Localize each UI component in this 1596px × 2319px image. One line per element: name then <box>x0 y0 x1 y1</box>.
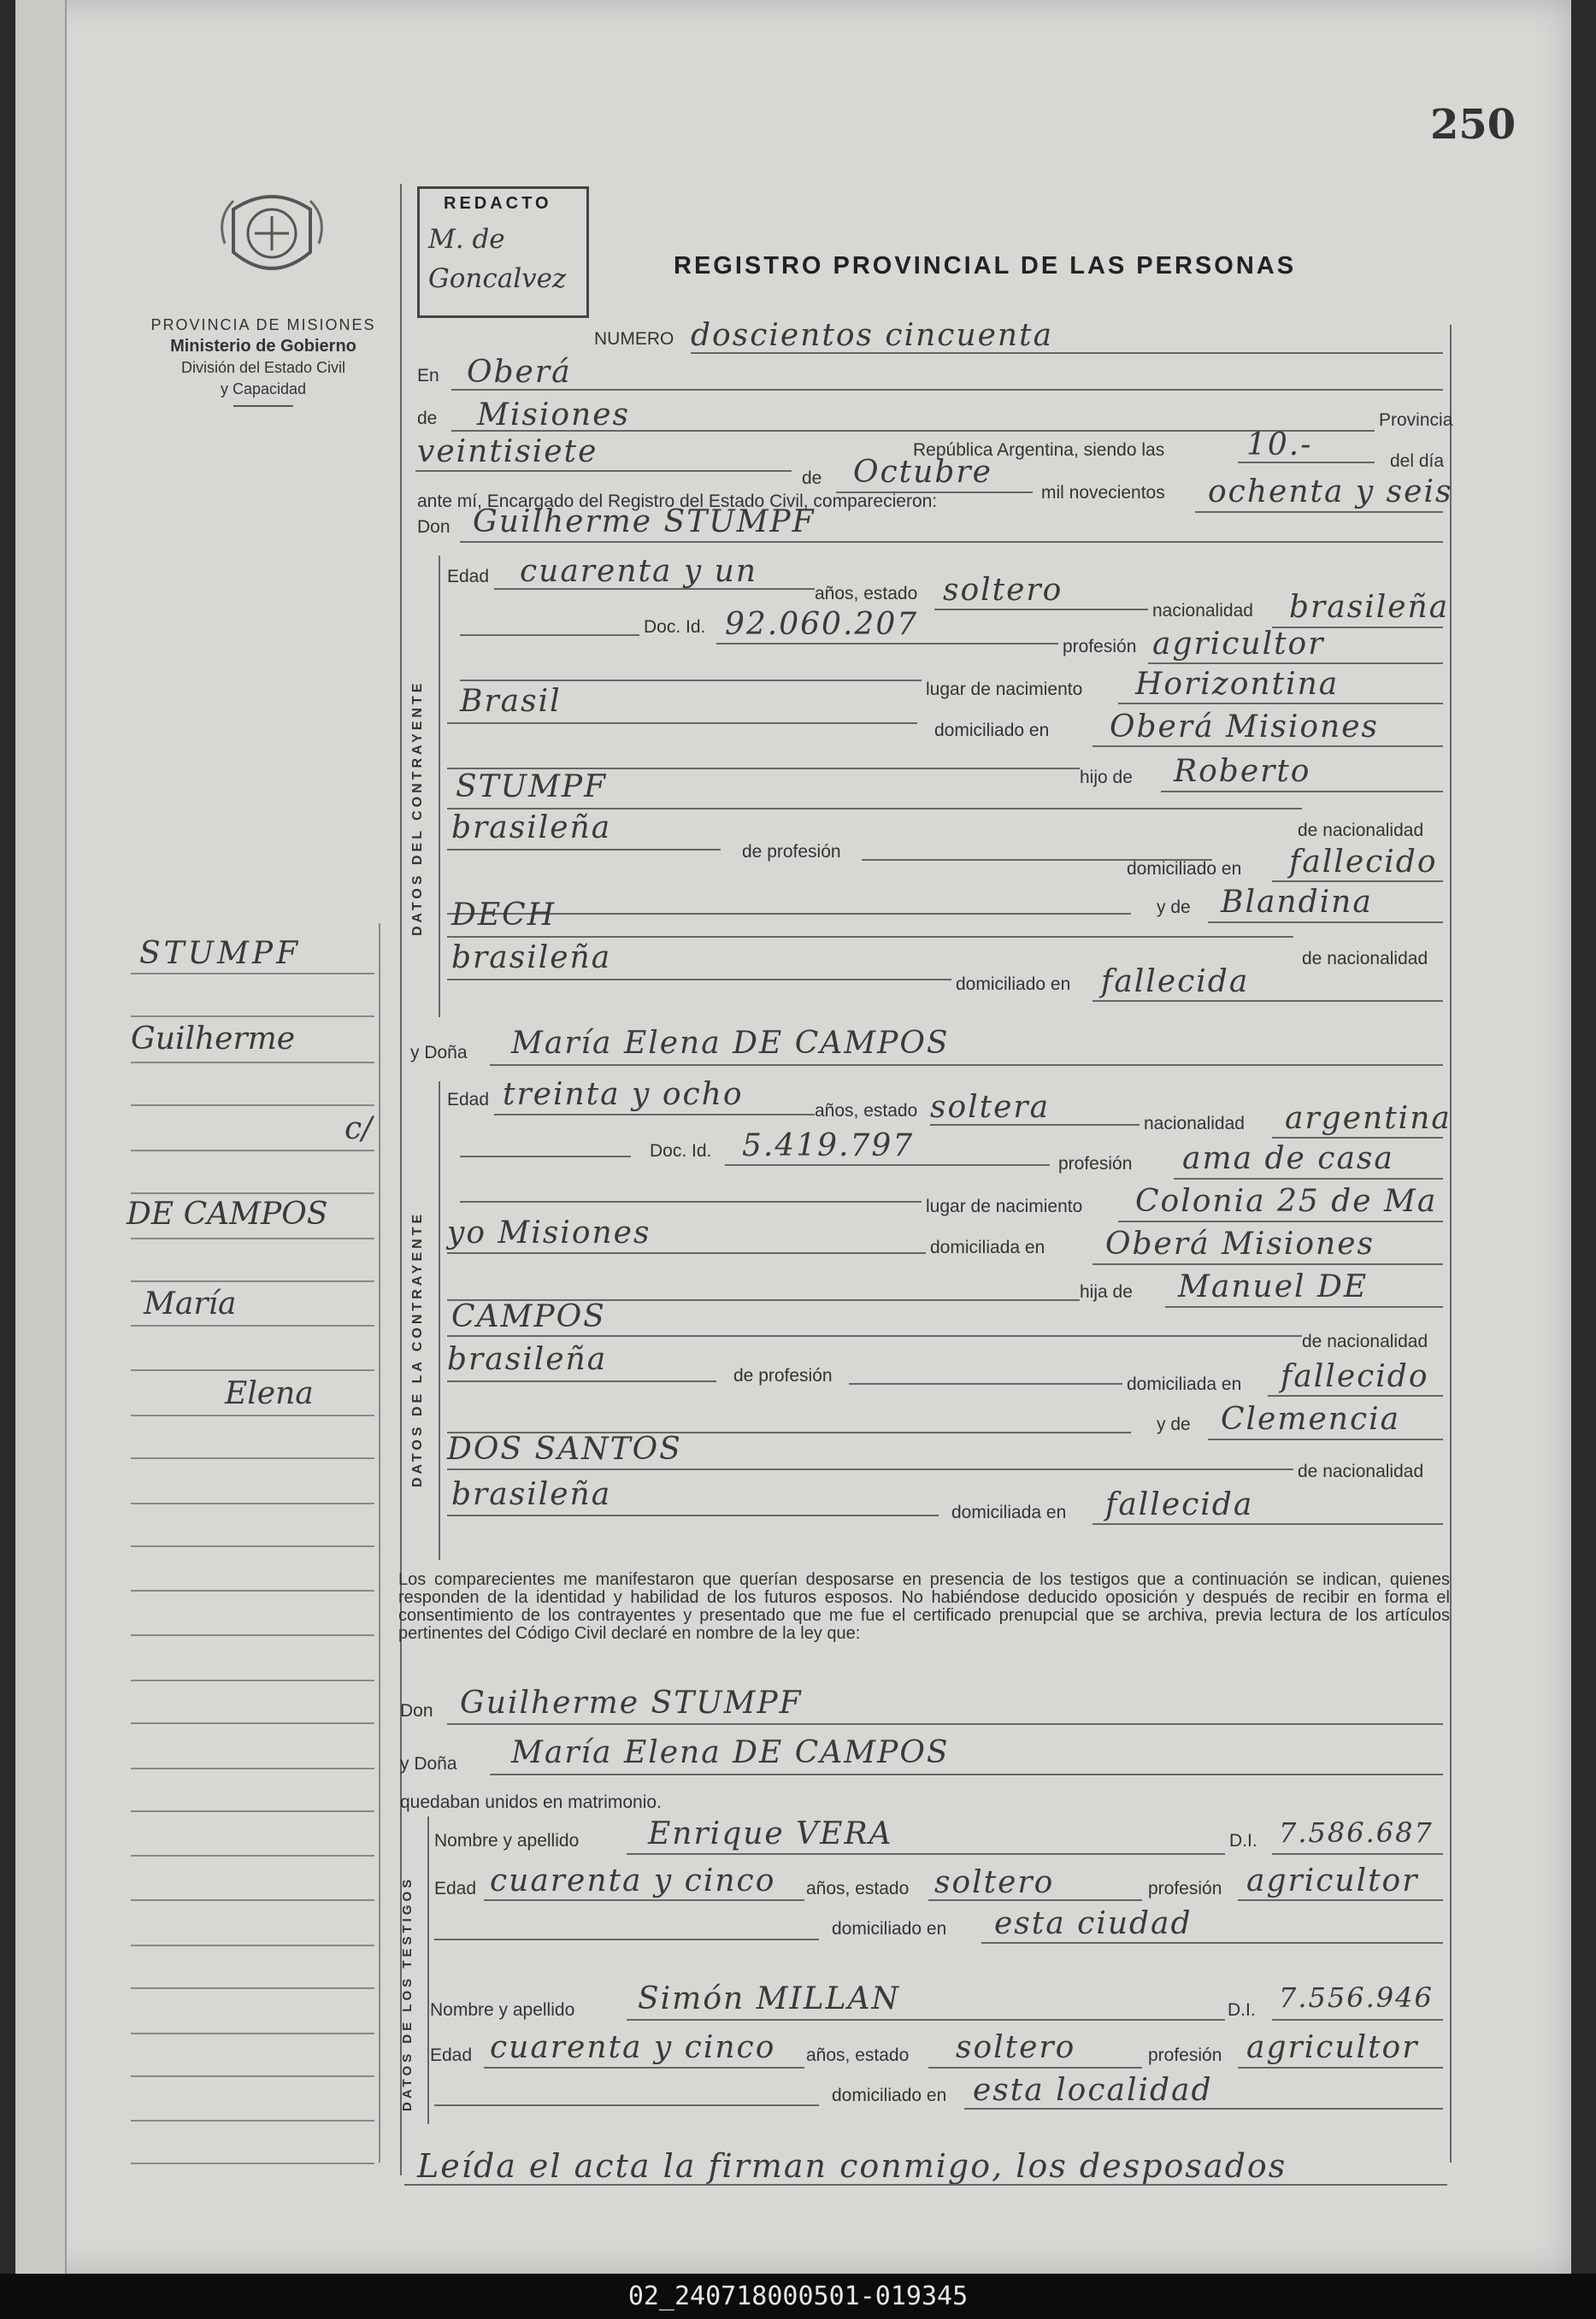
numero-value: doscientos cincuenta <box>691 318 1054 353</box>
ministry-name: Ministerio de Gobierno <box>170 337 356 356</box>
hija-de-label: hija de <box>1080 1282 1133 1302</box>
madre-f2-value: DOS SANTOS <box>447 1432 682 1467</box>
doc-id-label: Doc. Id. <box>644 617 706 637</box>
madre-f-nac-value: brasileña <box>451 1477 612 1512</box>
margin-surname: STUMPF <box>139 936 302 971</box>
t2-nombre-label: Nombre y apellido <box>430 2000 575 2020</box>
t1-dom-label: domiciliado en <box>832 1919 947 1939</box>
en-label: En <box>417 366 439 386</box>
side-label-contrayente: DATOS DEL CONTRAYENTE <box>410 680 425 936</box>
decl-don-value: Guilherme STUMPF <box>460 1686 803 1721</box>
de-label: de <box>417 409 438 428</box>
dia-value: veintisiete <box>417 434 598 469</box>
dom-f-value: Oberá Misiones <box>1105 1227 1375 1262</box>
madre2-value: DECH <box>451 898 557 933</box>
doc-f-value: 5.419.797 <box>742 1128 915 1163</box>
division-name: División del Estado Civil <box>180 359 346 376</box>
padre-f-value: Manuel DE <box>1178 1269 1369 1304</box>
de-profesion-f-label: de profesión <box>733 1366 833 1386</box>
margin-given: Guilherme <box>131 1021 296 1056</box>
domicilio-value: Oberá Misiones <box>1110 709 1379 745</box>
dom-en-label-1: domiciliado en <box>1127 859 1242 879</box>
nacionalidad-label: nacionalidad <box>1152 601 1253 621</box>
margin-name2: Elena <box>225 1376 314 1411</box>
estado-value: soltero <box>943 573 1063 608</box>
domiciliada-label: domiciliada en <box>930 1238 1045 1257</box>
t1-dom-value: esta ciudad <box>994 1906 1193 1941</box>
document-title: REGISTRO PROVINCIAL DE LAS PERSONAS <box>674 252 1297 280</box>
t2-estado-label: años, estado <box>806 2045 910 2065</box>
profesion-value: agricultor <box>1152 627 1325 662</box>
padre-value: Roberto <box>1174 754 1311 789</box>
profesion-label: profesión <box>1063 637 1137 656</box>
nac-f-value: argentina <box>1285 1101 1452 1136</box>
dona-value: María Elena DE CAMPOS <box>511 1026 950 1061</box>
t2-di-value: 7.556.946 <box>1279 1981 1434 2014</box>
republica-label: República Argentina, siendo las <box>913 440 1165 460</box>
doc-value: 92.060.207 <box>725 607 919 642</box>
madre-f-dom-value: fallecida <box>1105 1487 1254 1522</box>
t1-edad-value: cuarenta y cinco <box>490 1863 776 1898</box>
declaration-paragraph: Los comparecientes me manifestaron que querían desposarse en presencia de los testigos que a continuación se indican, quienes responden de la identidad y habilidad de los futuros esposos. No habiéndose deducido oposición y después de recibir en forma el consentimiento de los contrayentes y presentado que me fue el certificado prenupcial que se archiva, previa lectura de los artículos pertinentes del Código Civil declaré en nombre de la ley que: <box>398 1570 1450 1643</box>
lugar-value: Horizontina <box>1135 667 1340 702</box>
madre-value: Blandina <box>1221 885 1373 920</box>
anos-estado-f-label: años, estado <box>815 1101 918 1121</box>
binding-edge <box>15 0 67 2274</box>
t2-di-label: D.I. <box>1228 2000 1256 2020</box>
decl-dona-value: María Elena DE CAMPOS <box>511 1735 950 1770</box>
t1-di-label: D.I. <box>1229 1831 1257 1851</box>
t2-prof-value: agricultor <box>1246 2030 1419 2065</box>
coat-of-arms-seal <box>216 184 327 286</box>
numero-label: NUMERO <box>594 329 674 349</box>
t1-di-value: 7.586.687 <box>1279 1816 1434 1849</box>
frame-right <box>1450 325 1452 2163</box>
edad-f-label: Edad <box>447 1090 490 1109</box>
t2-edad-label: Edad <box>430 2045 473 2065</box>
page-number: 250 <box>1430 101 1516 149</box>
margin-surname2: DE CAMPOS <box>127 1197 328 1232</box>
dom-en-label-2: domiciliado en <box>956 974 1071 994</box>
t1-estado-value: soltero <box>934 1865 1055 1900</box>
padre-dom-value: fallecido <box>1289 845 1438 880</box>
de-nac-label-1: de nacionalidad <box>1298 821 1424 840</box>
hijo-de-label: hijo de <box>1080 768 1133 787</box>
madre-dom-value: fallecida <box>1101 964 1250 999</box>
margin-name1: María <box>144 1286 237 1321</box>
side-label-testigos: DATOS DE LOS TESTIGOS <box>400 1875 415 2111</box>
domiciliado-label: domiciliado en <box>934 721 1050 740</box>
mes-value: Octubre <box>853 455 992 490</box>
document-page <box>15 0 1571 2274</box>
redacto-stamp <box>417 186 589 318</box>
don-value: Guilherme STUMPF <box>473 504 816 539</box>
t1-estado-label: años, estado <box>806 1879 910 1898</box>
capacity-name: y Capacidad <box>220 380 307 397</box>
madre-f-value: Clemencia <box>1221 1402 1401 1437</box>
y-dona-label: y Doña <box>410 1043 468 1062</box>
lugar2-value: Brasil <box>460 684 562 719</box>
hora-value: 10.- <box>1246 427 1313 462</box>
lugar-f2-value: yo Misiones <box>447 1215 651 1251</box>
t1-nombre-value: Enrique VERA <box>648 1816 893 1851</box>
de-profesion-label: de profesión <box>742 842 841 862</box>
edad-f-value: treinta y ocho <box>503 1077 744 1112</box>
decl-dona-label: y Doña <box>400 1754 457 1774</box>
de-value: Misiones <box>477 397 631 433</box>
t2-dom-label: domiciliado en <box>832 2086 947 2105</box>
padre-nac-value: brasileña <box>451 810 612 845</box>
side-label-contrayenta: DATOS DE LA CONTRAYENTE <box>410 1210 425 1487</box>
province-block <box>118 315 409 407</box>
mil-label: mil novecientos <box>1041 483 1165 503</box>
madre-nac-value: brasileña <box>451 940 612 975</box>
don-label: Don <box>417 517 451 537</box>
edad-label: Edad <box>447 567 490 586</box>
lugar-f-label: lugar de nacimiento <box>926 1197 1083 1216</box>
ante-mi-label: ante mí, Encargado del Registro del Estado Civil, comparecieron: <box>417 491 938 511</box>
en-value: Oberá <box>467 355 572 390</box>
margin-conj: c/ <box>345 1111 373 1146</box>
closing-line: Leída el acta la firman conmigo, los desposados <box>417 2147 1287 2185</box>
de-nac-f-label-2: de nacionalidad <box>1298 1462 1424 1481</box>
t1-prof-value: agricultor <box>1246 1863 1419 1898</box>
t2-nombre-value: Simón MILLAN <box>638 1981 901 2016</box>
y-de-f-label: y de <box>1157 1415 1191 1434</box>
doc-f-label: Doc. Id. <box>650 1141 712 1161</box>
domiciliada-label-2: domiciliada en <box>1127 1374 1242 1394</box>
anos-estado-label: años, estado <box>815 584 918 603</box>
province-name: PROVINCIA DE MISIONES <box>150 316 376 333</box>
quedaban-label: quedaban unidos en matrimonio. <box>400 1792 662 1812</box>
padre-f-dom-value: fallecido <box>1281 1359 1429 1394</box>
prof-f-value: ama de casa <box>1182 1141 1394 1176</box>
decl-don-label: Don <box>400 1701 433 1721</box>
y-de-label: y de <box>1157 898 1191 917</box>
del-dia-label: del día <box>1390 451 1445 471</box>
stamp-label: REDACTO <box>444 194 552 213</box>
t1-nombre-label: Nombre y apellido <box>434 1831 580 1851</box>
t2-dom-value: esta localidad <box>973 2073 1213 2108</box>
t2-edad-value: cuarenta y cinco <box>490 2030 776 2065</box>
estado-f-value: soltera <box>930 1090 1051 1125</box>
padre-f-nac-value: brasileña <box>447 1342 608 1377</box>
prof-f-label: profesión <box>1058 1154 1133 1174</box>
stamp-signature: M. de Goncalvez <box>428 224 567 294</box>
t1-edad-label: Edad <box>434 1879 477 1898</box>
de-nac-label-2: de nacionalidad <box>1302 949 1428 968</box>
padre-f2-value: CAMPOS <box>451 1299 606 1334</box>
t2-estado-value: soltero <box>956 2030 1076 2065</box>
de-mes-label: de <box>802 468 822 488</box>
lugar-nac-label: lugar de nacimiento <box>926 680 1083 699</box>
provincia-label: Provincia <box>1379 410 1453 430</box>
padre2-value: STUMPF <box>456 769 608 804</box>
nac-f-label: nacionalidad <box>1144 1114 1245 1133</box>
domiciliada-label-3: domiciliada en <box>951 1503 1067 1522</box>
t1-prof-label: profesión <box>1148 1879 1222 1898</box>
anio-value: ochenta y seis <box>1208 474 1453 509</box>
image-id-footer: 02_240718000501-019345 <box>0 2274 1596 2319</box>
edad-value: cuarenta y un <box>520 554 758 589</box>
nacionalidad-value: brasileña <box>1289 590 1450 625</box>
lugar-f-value: Colonia 25 de Ma <box>1135 1184 1438 1219</box>
de-nac-f-label-1: de nacionalidad <box>1302 1332 1428 1351</box>
t2-prof-label: profesión <box>1148 2045 1222 2065</box>
